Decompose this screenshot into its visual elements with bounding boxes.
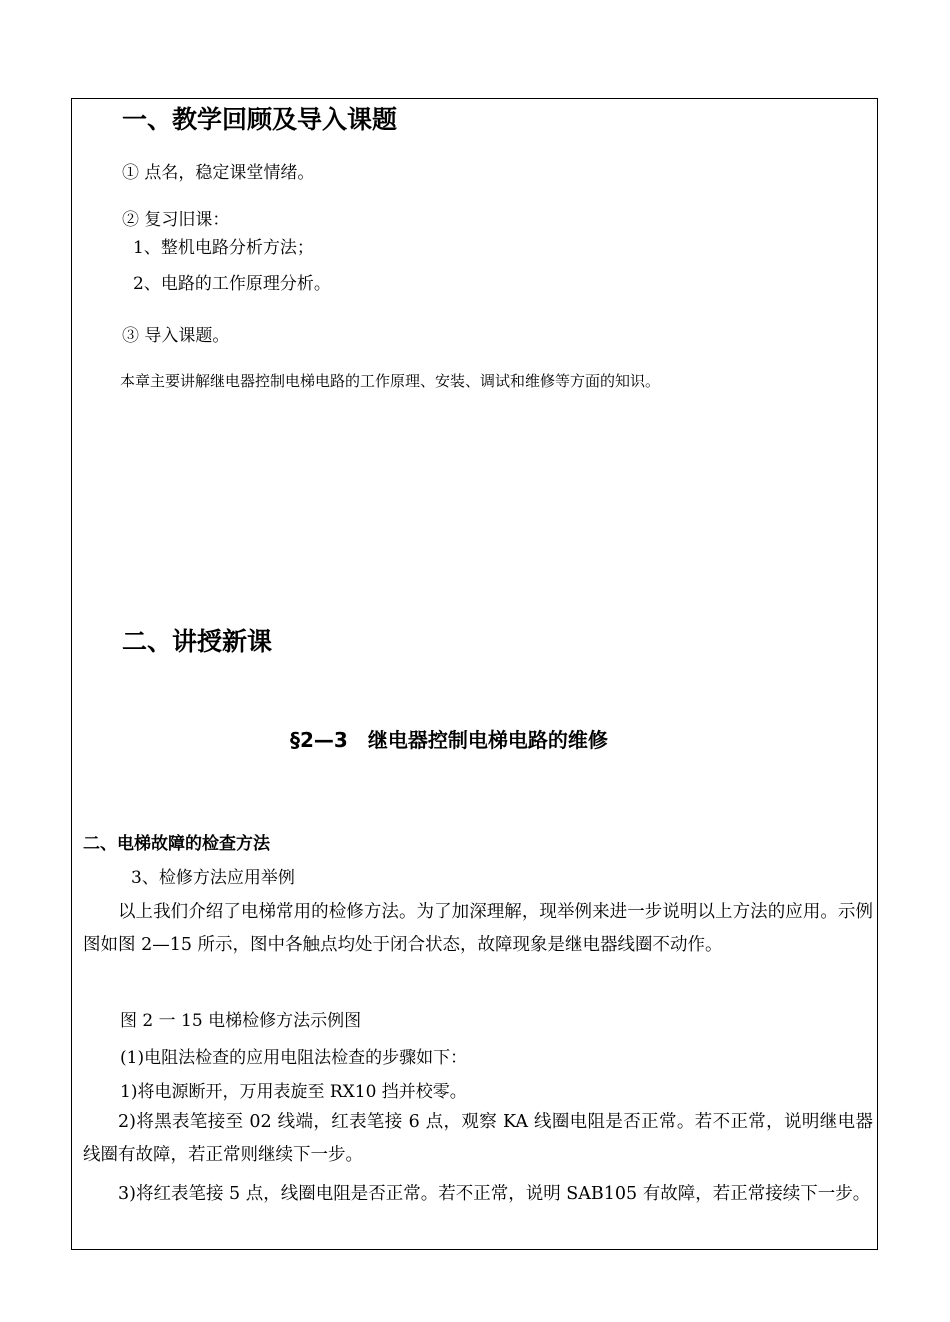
review-item-old-lesson: ② 复习旧课： [122, 210, 230, 230]
point-3-title: 3、检修方法应用举例 [131, 868, 295, 888]
step-intro: (1)电阻法检查的应用电阻法检查的步骤如下： [120, 1048, 468, 1068]
figure-caption: 图 2 一 15 电梯检修方法示例图 [120, 1011, 362, 1031]
chapter-title: §2—3 继电器控制电梯电路的维修 [290, 728, 608, 752]
step-2: 2)将黑表笔接至 02 线端，红表笔接 6 点，观察 KA 线圈电阻是否正常。若不正常，说明继电器线圈有故障，若正常则继续下一步。 [83, 1112, 873, 1165]
review-item-rollcall: ① 点名，稳定课堂情绪。 [122, 163, 315, 183]
review-subitem-1: 1、整机电路分析方法； [133, 238, 314, 258]
section2-heading: 二、讲授新课 [122, 627, 273, 656]
step-3: 3)将红表笔接 5 点，线圈电阻是否正常。若不正常，说明 SAB105 有故障，若正常接续下一步。 [118, 1184, 871, 1204]
paragraph-methods: 以上我们介绍了电梯常用的检修方法。为了加深理解，现举例来进一步说明以上方法的应用。示例图如图 2—15 所示，图中各触点均处于闭合状态，故障现象是继电器线圈不动作。 [83, 902, 873, 955]
review-subitem-2: 2、电路的工作原理分析。 [133, 274, 331, 294]
subheading-fault-check: 二、电梯故障的检查方法 [83, 834, 270, 854]
chapter-intro-text: 本章主要讲解继电器控制电梯电路的工作原理、安装、调试和维修等方面的知识。 [120, 372, 661, 390]
section1-heading: 一、教学回顾及导入课题 [122, 105, 398, 134]
step-1: 1)将电源断开，万用表旋至 RX10 挡并校零。 [120, 1082, 467, 1102]
review-item-intro: ③ 导入课题。 [122, 326, 230, 346]
